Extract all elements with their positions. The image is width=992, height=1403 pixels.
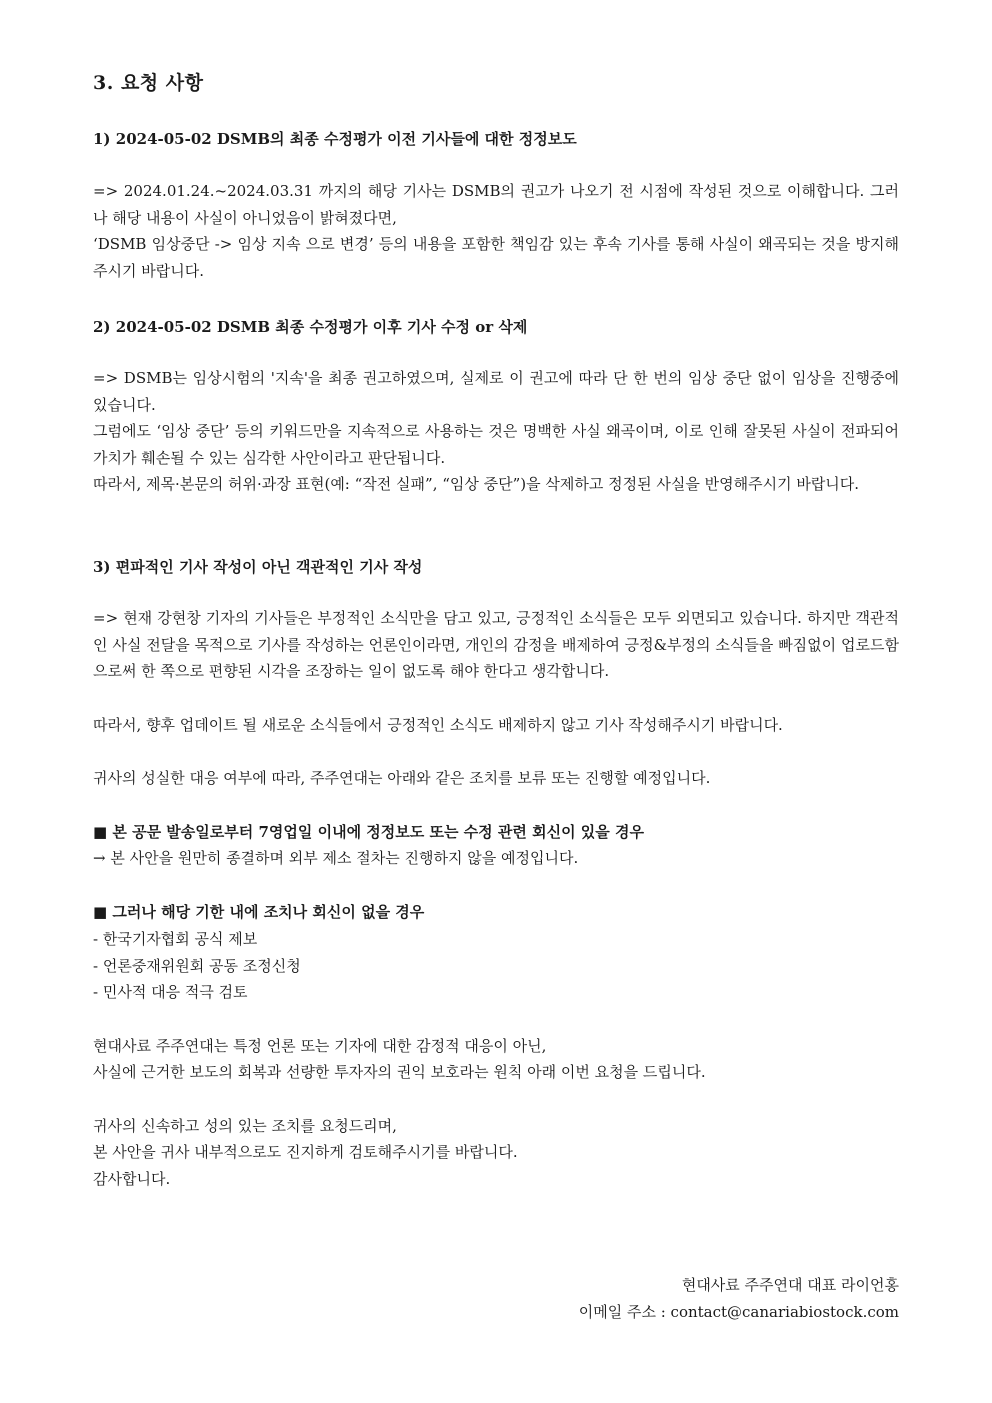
closing-line: 사실에 근거한 보도의 회복과 선량한 투자자의 권익 보호라는 원칙 아래 이번 요청을 드립니다.	[93, 1063, 706, 1081]
request-2-paragraph-3: 따라서, 제목·본문의 허위·과장 표현(예: “작전 실패”, “임상 중단”)을 삭제하고 정정된 사실을 반영해주시기 바랍니다.	[93, 475, 860, 493]
case-2-item: - 민사적 대응 적극 검토	[93, 983, 248, 1001]
closing-line: 본 사안을 귀사 내부적으로도 진지하게 검토해주시기를 바랍니다.	[93, 1143, 518, 1161]
section-title: 3. 요청 사항	[93, 72, 204, 94]
request-1-heading: 1) 2024-05-02 DSMB의 최종 수정평가 이전 기사들에 대한 정정보도	[93, 130, 577, 148]
request-2-paragraph-1: => DSMB는 임상시험의 '지속'을 최종 권고하였으며, 실제로 이 권고에 따라 단 한 번의 임상 중단 없이 임상을 진행중에 있습니다.	[93, 369, 899, 414]
case-1-heading: ■ 본 공문 발송일로부터 7영업일 이내에 정정보도 또는 수정 관련 회신이 있을 경우	[93, 823, 644, 841]
notice-text: 귀사의 성실한 대응 여부에 따라, 주주연대는 아래와 같은 조치를 보류 또는 진행할 예정입니다.	[93, 769, 711, 787]
case-2-item: - 한국기자협회 공식 제보	[93, 930, 258, 948]
request-1-paragraph-1: => 2024.01.24.~2024.03.31 까지의 해당 기사는 DSMB의 권고가 나오기 전 시점에 작성된 것으로 이해합니다. 그러나 해당 내용이 사실이 아니었음이 밝혀졌다면,	[93, 182, 899, 227]
case-2-heading: ■ 그러나 해당 기한 내에 조치나 회신이 없을 경우	[93, 903, 425, 921]
request-2-paragraph-2: 그럼에도 ‘임상 중단’ 등의 키워드만을 지속적으로 사용하는 것은 명백한 사실 왜곡이며, 이로 인해 잘못된 사실이 전파되어 가치가 훼손될 수 있는 심각한 사안이라고 판단됩니다.	[93, 422, 899, 467]
thanks-line: 감사합니다.	[93, 1170, 171, 1188]
case-2-item: - 언론중재위원회 공동 조정신청	[93, 957, 301, 975]
signature-email: 이메일 주소 : contact@canariabiostock.com	[578, 1303, 899, 1321]
signature-name: 현대사료 주주연대 대표 라이언홍	[681, 1276, 899, 1294]
case-1-result: → 본 사안을 원만히 종결하며 외부 제소 절차는 진행하지 않을 예정입니다.	[93, 849, 579, 867]
closing-line: 귀사의 신속하고 성의 있는 조치를 요청드리며,	[93, 1117, 397, 1135]
request-2-heading: 2) 2024-05-02 DSMB 최종 수정평가 이후 기사 수정 or 삭제	[93, 318, 528, 336]
request-1-paragraph-2: ‘DSMB 임상중단 -> 임상 지속 으로 변경’ 등의 내용을 포함한 책임감 있는 후속 기사를 통해 사실이 왜곡되는 것을 방지해주시기 바랍니다.	[93, 235, 899, 280]
request-3-heading: 3) 편파적인 기사 작성이 아닌 객관적인 기사 작성	[93, 558, 423, 576]
request-3-paragraph-2: 따라서, 향후 업데이트 될 새로운 소식들에서 긍정적인 소식도 배제하지 않고 기사 작성해주시기 바랍니다.	[93, 716, 783, 734]
request-3-paragraph-1: => 현재 강현창 기자의 기사들은 부정적인 소식만을 담고 있고, 긍정적인 소식들은 모두 외면되고 있습니다. 하지만 객관적인 사실 전달을 목적으로 기사를 작성하는 언론인이라면, 개인의 감정을 배제하여 긍정&부정의 소식들을 빠짐없이 업로드함으로써 한 쪽으로 편향된 시각을 조장하는 일이 없도록 해야 한다고 생각합니다.	[93, 609, 899, 681]
closing-line: 현대사료 주주연대는 특정 언론 또는 기자에 대한 감정적 대응이 아닌,	[93, 1037, 547, 1055]
